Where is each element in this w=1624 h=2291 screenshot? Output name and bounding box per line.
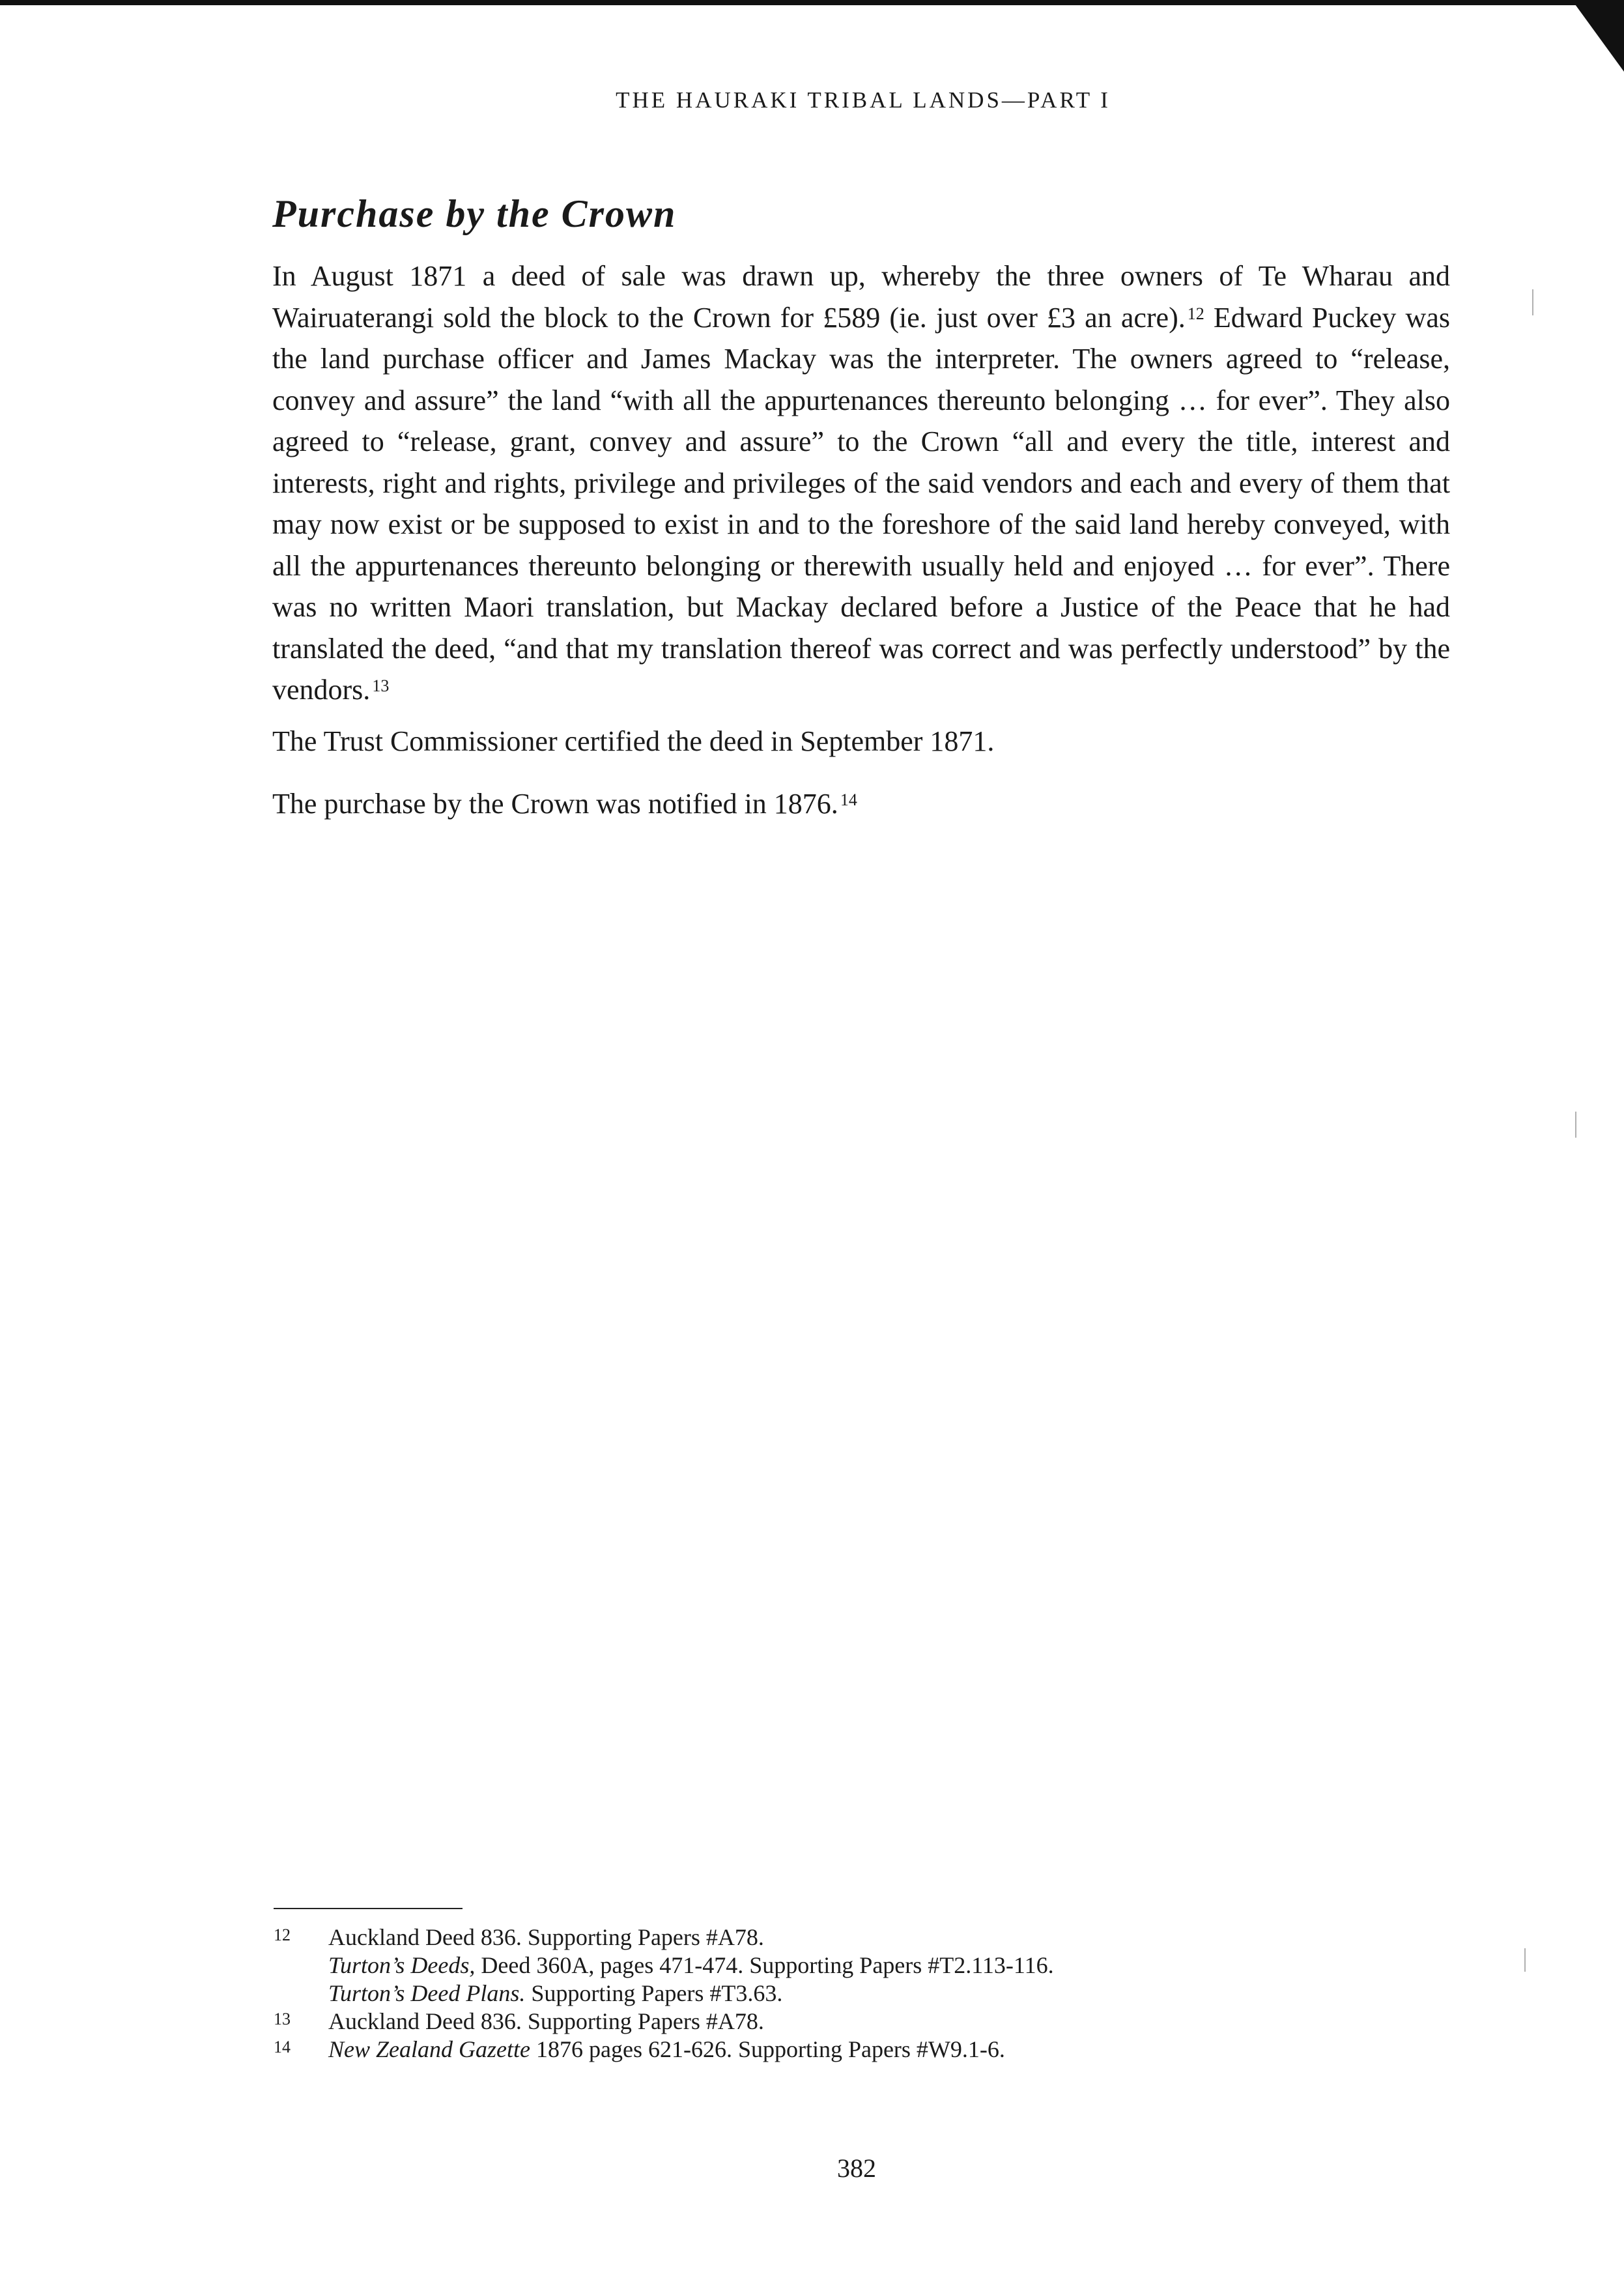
footnote-ref-14: 14 — [840, 790, 857, 809]
scan-top-edge — [0, 0, 1624, 5]
paragraph-1 — [272, 255, 1450, 711]
footnote-divider — [274, 1908, 463, 1909]
footnote-text: Supporting Papers #T3.63. — [525, 1980, 783, 2006]
scan-margin-mark — [1575, 1112, 1576, 1138]
paragraph-2 — [272, 721, 1450, 762]
footnote-line — [328, 1952, 1446, 1980]
footnote-13 — [274, 2008, 1446, 2036]
paragraph-1-text-b: Edward Puckey was the land purchase officer and James Mackay was the interpreter. The owners agreed to “release, convey and assure” the land “with all the appurtenances thereunto belonging … for ever”. They also agreed to “release, grant, convey and assure” to the Crown “all and every the title, interest and interests, right and rights, privilege and privileges of the said vendors and each and every of them that may now exist or be supposed to exist in and to the foreshore of the said land hereby conveyed, with all the appurtenances thereunto belonging or therewith usually held and enjoyed … for ever”. There was no written Maori translation, but Mackay declared before a Justice of the Peace that he had translated the deed, “and that my translation thereof was correct and was perfectly understood” by the vendors. — [272, 301, 1450, 706]
scan-margin-mark — [1524, 1948, 1526, 1972]
footnote-text: Deed 360A, pages 471-474. Supporting Papers #T2.113-116. — [475, 1952, 1054, 1978]
footnote-italic-title: Turton’s Deed Plans. — [328, 1980, 526, 2006]
paragraph-3 — [272, 783, 1450, 825]
scan-corner-fold — [1572, 0, 1624, 72]
footnote-line — [328, 1980, 1446, 2008]
footnote-line: Auckland Deed 836. Supporting Papers #A78. — [328, 2008, 764, 2034]
section-title: Purchase by the Crown — [272, 192, 677, 235]
footnote-number: 13 — [274, 2010, 291, 2028]
paragraph-3-text: The purchase by the Crown was notified in 1876. — [272, 788, 838, 820]
footnote-italic-title: Turton’s Deeds, — [328, 1952, 476, 1978]
paragraph-1-text-a: In August 1871 a deed of sale was drawn up, whereby the three owners of Te Wharau and Wairuaterangi sold the block to the Crown for £589 (ie. just over £3 an acre). — [272, 260, 1450, 334]
footnote-ref-12: 12 — [1187, 304, 1204, 323]
footnote-ref-13: 13 — [372, 676, 390, 695]
footnote-italic-title: New Zealand Gazette — [328, 2036, 530, 2062]
footnote-number: 12 — [274, 1925, 291, 1944]
footnote-line: Auckland Deed 836. Supporting Papers #A78. — [328, 1924, 764, 1950]
footnote-number: 14 — [274, 2038, 291, 2056]
footnote-12 — [274, 1924, 1446, 2008]
paragraph-2-text: The Trust Commissioner certified the deed in September 1871. — [272, 725, 995, 757]
footnotes — [274, 1924, 1446, 2064]
footnote-14 — [274, 2036, 1446, 2064]
footnote-line — [328, 2036, 1446, 2064]
scan-margin-mark — [1532, 289, 1533, 315]
page-number: 382 — [837, 2154, 876, 2183]
footnote-text: 1876 pages 621-626. Supporting Papers #W9.1-6. — [530, 2036, 1005, 2062]
running-head: THE HAURAKI TRIBAL LANDS—PART I — [616, 87, 1111, 113]
